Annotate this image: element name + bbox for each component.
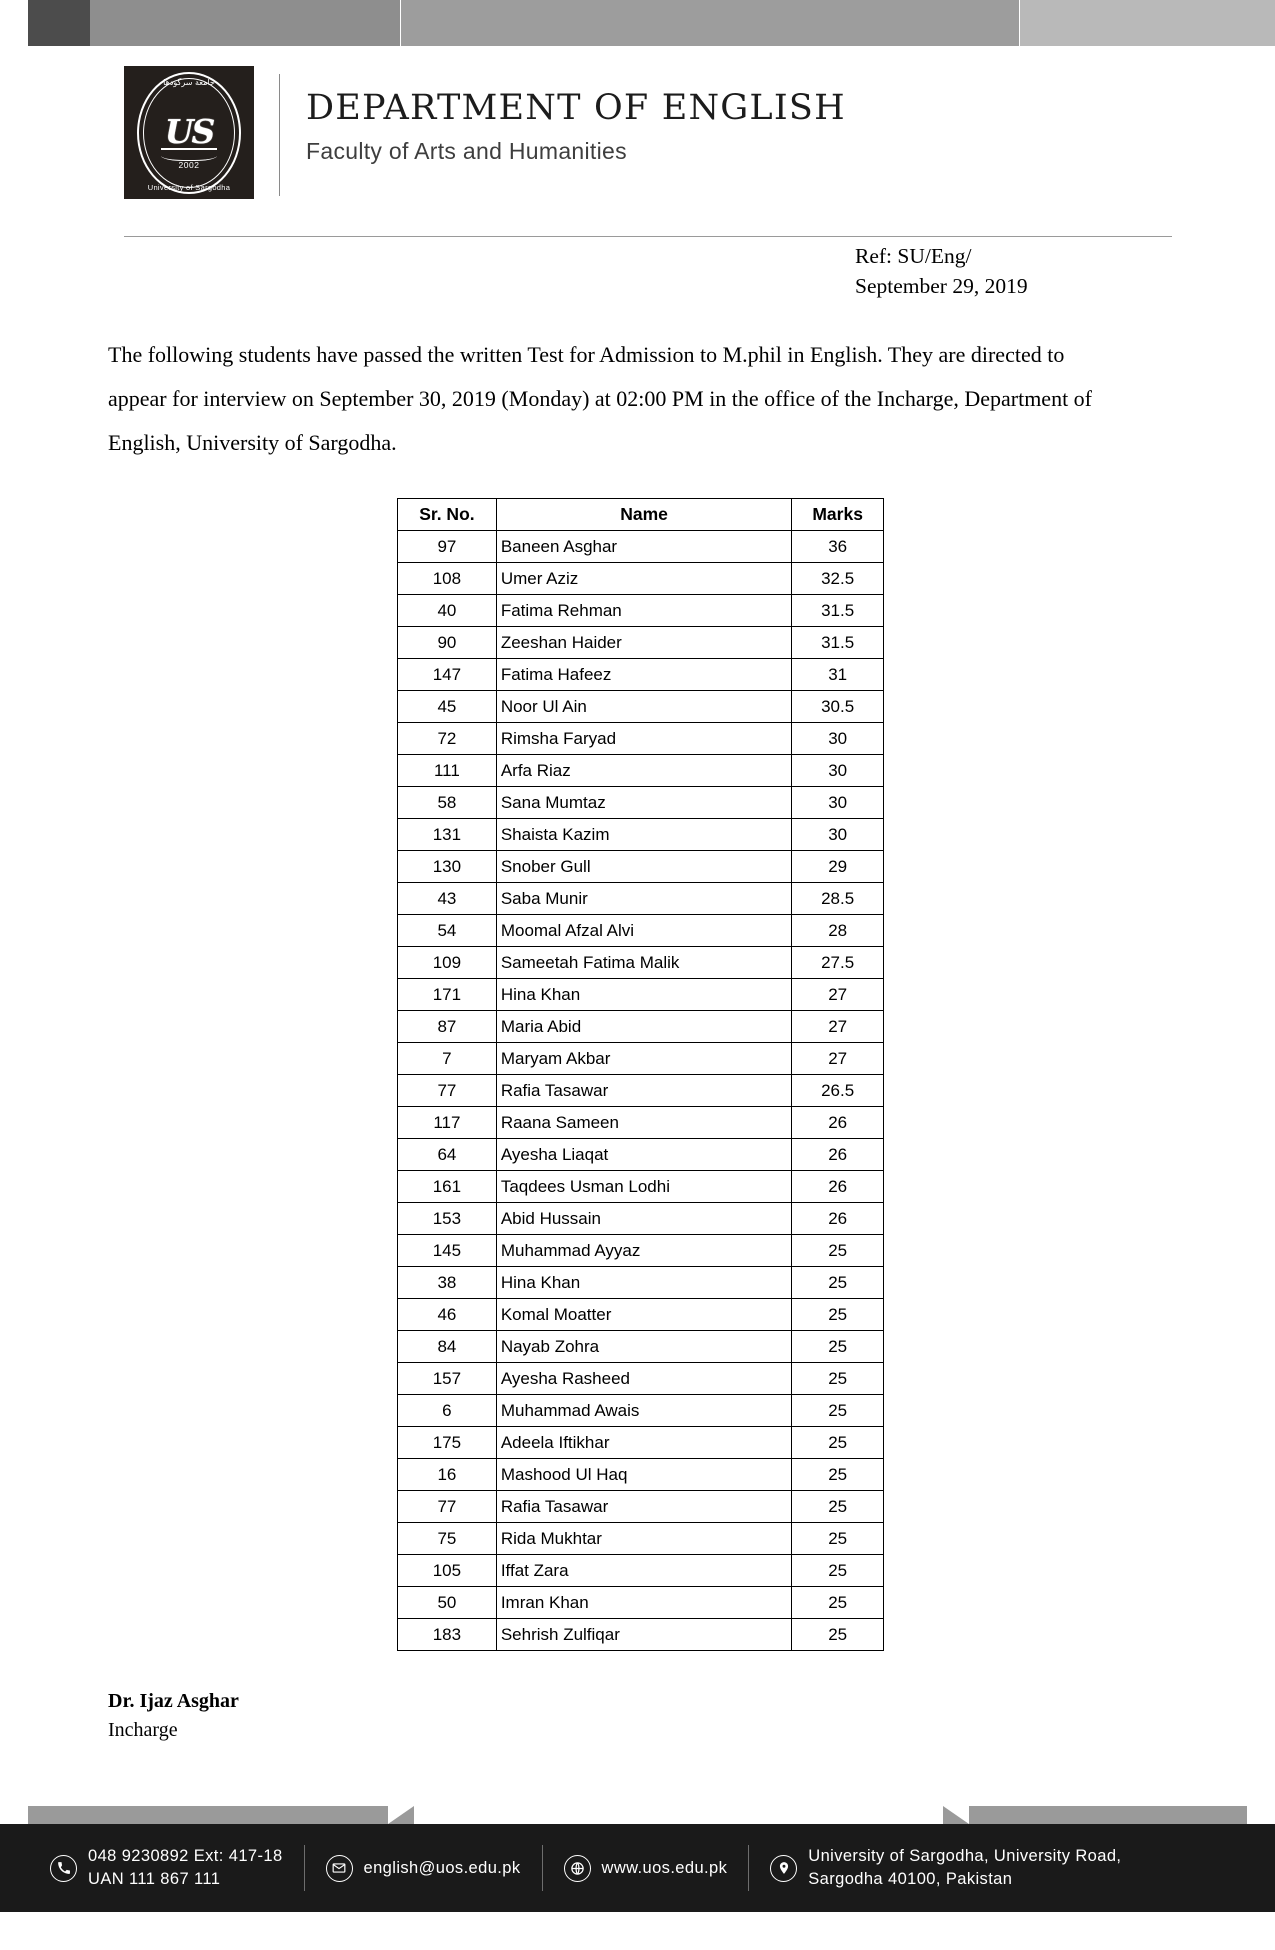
cell-sr-no: 117 bbox=[398, 1107, 497, 1139]
cell-sr-no: 38 bbox=[398, 1267, 497, 1299]
table-row bbox=[398, 1235, 884, 1267]
footer-accent-left bbox=[28, 1806, 388, 1824]
cell-name: Komal Moatter bbox=[496, 1299, 791, 1331]
footer-divider-3 bbox=[748, 1845, 749, 1891]
cell-name: Fatima Hafeez bbox=[496, 659, 791, 691]
cell-sr-no: 109 bbox=[398, 947, 497, 979]
cell-name: Fatima Rehman bbox=[496, 595, 791, 627]
cell-marks: 25 bbox=[792, 1363, 884, 1395]
logo-arabic-text: جامعة سرگودها bbox=[163, 78, 215, 87]
footer-phone-line1: 048 9230892 Ext: 417-18 bbox=[88, 1847, 283, 1866]
cell-marks: 25 bbox=[792, 1619, 884, 1651]
header-title-group bbox=[306, 66, 846, 165]
table-row bbox=[398, 979, 884, 1011]
footer-address-item bbox=[770, 1845, 1121, 1891]
cell-name: Arfa Riaz bbox=[496, 755, 791, 787]
cell-marks: 31.5 bbox=[792, 627, 884, 659]
cell-marks: 31 bbox=[792, 659, 884, 691]
cell-marks: 25 bbox=[792, 1235, 884, 1267]
notice-paragraph: The following students have passed the written Test for Admission to M.phil in English. They are directed to appear for interview on September 30, 2019 (Monday) at 02:00 PM in the office of the Incharge, Department of English, University of Sargodha. bbox=[108, 342, 1093, 455]
cell-sr-no: 58 bbox=[398, 787, 497, 819]
cell-sr-no: 43 bbox=[398, 883, 497, 915]
cell-name: Muhammad Awais bbox=[496, 1395, 791, 1427]
cell-sr-no: 157 bbox=[398, 1363, 497, 1395]
cell-sr-no: 145 bbox=[398, 1235, 497, 1267]
logo-year: 2002 bbox=[178, 160, 200, 170]
cell-sr-no: 77 bbox=[398, 1491, 497, 1523]
reference-block bbox=[855, 242, 1028, 301]
envelope-icon bbox=[326, 1855, 353, 1882]
cell-sr-no: 40 bbox=[398, 595, 497, 627]
footer-email-item bbox=[326, 1855, 521, 1882]
cell-name: Maryam Akbar bbox=[496, 1043, 791, 1075]
cell-sr-no: 131 bbox=[398, 819, 497, 851]
footer-phone-line2: UAN 111 867 111 bbox=[88, 1870, 221, 1888]
table-row bbox=[398, 915, 884, 947]
footer-divider-1 bbox=[304, 1845, 305, 1891]
top-bar-segment-4 bbox=[401, 0, 1019, 46]
cell-name: Adeela Iftikhar bbox=[496, 1427, 791, 1459]
cell-sr-no: 7 bbox=[398, 1043, 497, 1075]
cell-name: Mashood Ul Haq bbox=[496, 1459, 791, 1491]
cell-sr-no: 75 bbox=[398, 1523, 497, 1555]
logo-ring-text: University of Sargodha bbox=[147, 183, 231, 192]
table-row bbox=[398, 1171, 884, 1203]
footer-address-line2: Sargodha 40100, Pakistan bbox=[808, 1870, 1013, 1888]
footer-divider-2 bbox=[542, 1845, 543, 1891]
table-row bbox=[398, 1459, 884, 1491]
cell-name: Hina Khan bbox=[496, 979, 791, 1011]
cell-sr-no: 175 bbox=[398, 1427, 497, 1459]
cell-marks: 32.5 bbox=[792, 563, 884, 595]
signatory-name: Dr. Ijaz Asghar bbox=[108, 1690, 239, 1712]
cell-marks: 25 bbox=[792, 1523, 884, 1555]
cell-name: Rimsha Faryad bbox=[496, 723, 791, 755]
table-row bbox=[398, 595, 884, 627]
table-row bbox=[398, 1619, 884, 1651]
cell-sr-no: 77 bbox=[398, 1075, 497, 1107]
table-row bbox=[398, 1331, 884, 1363]
column-header-name: Name bbox=[496, 499, 791, 531]
cell-marks: 30 bbox=[792, 819, 884, 851]
table-row bbox=[398, 1267, 884, 1299]
cell-marks: 27.5 bbox=[792, 947, 884, 979]
footer-accent-right bbox=[969, 1806, 1247, 1824]
cell-sr-no: 130 bbox=[398, 851, 497, 883]
top-bar-segment-3 bbox=[90, 0, 400, 46]
cell-name: Nayab Zohra bbox=[496, 1331, 791, 1363]
cell-marks: 25 bbox=[792, 1395, 884, 1427]
table-row bbox=[398, 627, 884, 659]
logo-monogram: US bbox=[164, 111, 214, 151]
cell-sr-no: 105 bbox=[398, 1555, 497, 1587]
cell-name: Raana Sameen bbox=[496, 1107, 791, 1139]
cell-name: Imran Khan bbox=[496, 1587, 791, 1619]
cell-marks: 25 bbox=[792, 1299, 884, 1331]
cell-sr-no: 90 bbox=[398, 627, 497, 659]
cell-marks: 30 bbox=[792, 755, 884, 787]
cell-sr-no: 84 bbox=[398, 1331, 497, 1363]
cell-marks: 26 bbox=[792, 1107, 884, 1139]
table-row bbox=[398, 723, 884, 755]
table-row bbox=[398, 1491, 884, 1523]
cell-sr-no: 108 bbox=[398, 563, 497, 595]
footer-email-text[interactable]: english@uos.edu.pk bbox=[363, 1858, 521, 1877]
cell-name: Iffat Zara bbox=[496, 1555, 791, 1587]
table-row bbox=[398, 947, 884, 979]
cell-marks: 26.5 bbox=[792, 1075, 884, 1107]
table-row bbox=[398, 531, 884, 563]
cell-name: Zeeshan Haider bbox=[496, 627, 791, 659]
department-title: DEPARTMENT OF ENGLISH bbox=[306, 88, 846, 128]
cell-sr-no: 6 bbox=[398, 1395, 497, 1427]
cell-sr-no: 46 bbox=[398, 1299, 497, 1331]
cell-marks: 25 bbox=[792, 1427, 884, 1459]
table-row bbox=[398, 1555, 884, 1587]
cell-name: Noor Ul Ain bbox=[496, 691, 791, 723]
cell-marks: 30.5 bbox=[792, 691, 884, 723]
cell-marks: 25 bbox=[792, 1331, 884, 1363]
cell-name: Baneen Asghar bbox=[496, 531, 791, 563]
cell-marks: 27 bbox=[792, 1043, 884, 1075]
cell-name: Hina Khan bbox=[496, 1267, 791, 1299]
cell-name: Moomal Afzal Alvi bbox=[496, 915, 791, 947]
footer-contact-group bbox=[0, 1824, 1275, 1912]
cell-marks: 27 bbox=[792, 979, 884, 1011]
top-bar-segment-2 bbox=[28, 0, 90, 46]
cell-sr-no: 111 bbox=[398, 755, 497, 787]
university-logo bbox=[124, 66, 254, 199]
table-row bbox=[398, 1203, 884, 1235]
location-pin-icon bbox=[770, 1855, 797, 1882]
cell-sr-no: 171 bbox=[398, 979, 497, 1011]
footer-address-text bbox=[808, 1845, 1121, 1891]
table-row bbox=[398, 691, 884, 723]
cell-sr-no: 183 bbox=[398, 1619, 497, 1651]
table-row bbox=[398, 659, 884, 691]
cell-marks: 25 bbox=[792, 1459, 884, 1491]
cell-sr-no: 72 bbox=[398, 723, 497, 755]
cell-name: Maria Abid bbox=[496, 1011, 791, 1043]
table-row bbox=[398, 1523, 884, 1555]
table-row bbox=[398, 819, 884, 851]
cell-marks: 36 bbox=[792, 531, 884, 563]
cell-marks: 28 bbox=[792, 915, 884, 947]
cell-name: Shaista Kazim bbox=[496, 819, 791, 851]
phone-icon bbox=[50, 1855, 77, 1882]
globe-icon bbox=[564, 1855, 591, 1882]
signature-block bbox=[108, 1687, 239, 1745]
cell-name: Saba Munir bbox=[496, 883, 791, 915]
results-table bbox=[397, 498, 884, 1651]
cell-marks: 30 bbox=[792, 787, 884, 819]
cell-sr-no: 45 bbox=[398, 691, 497, 723]
cell-name: Sehrish Zulfiqar bbox=[496, 1619, 791, 1651]
cell-sr-no: 87 bbox=[398, 1011, 497, 1043]
cell-marks: 25 bbox=[792, 1587, 884, 1619]
footer-address-line1: University of Sargodha, University Road, bbox=[808, 1847, 1122, 1866]
table-row bbox=[398, 1587, 884, 1619]
table-row bbox=[398, 787, 884, 819]
cell-name: Snober Gull bbox=[496, 851, 791, 883]
table-row bbox=[398, 851, 884, 883]
cell-name: Rafia Tasawar bbox=[496, 1075, 791, 1107]
cell-name: Rida Mukhtar bbox=[496, 1523, 791, 1555]
header-vertical-divider bbox=[279, 74, 280, 196]
letterhead-header bbox=[124, 66, 846, 199]
cell-marks: 27 bbox=[792, 1011, 884, 1043]
cell-marks: 26 bbox=[792, 1171, 884, 1203]
footer-phone-item bbox=[50, 1845, 283, 1891]
column-header-marks: Marks bbox=[792, 499, 884, 531]
table-row bbox=[398, 563, 884, 595]
column-header-sr-no: Sr. No. bbox=[398, 499, 497, 531]
reference-number: Ref: SU/Eng/ bbox=[855, 244, 972, 268]
table-row bbox=[398, 1011, 884, 1043]
cell-sr-no: 161 bbox=[398, 1171, 497, 1203]
table-row bbox=[398, 1139, 884, 1171]
cell-marks: 25 bbox=[792, 1267, 884, 1299]
cell-name: Abid Hussain bbox=[496, 1203, 791, 1235]
cell-name: Ayesha Rasheed bbox=[496, 1363, 791, 1395]
letter-date: September 29, 2019 bbox=[855, 273, 1028, 298]
cell-name: Muhammad Ayyaz bbox=[496, 1235, 791, 1267]
cell-marks: 29 bbox=[792, 851, 884, 883]
cell-name: Ayesha Liaqat bbox=[496, 1139, 791, 1171]
cell-sr-no: 16 bbox=[398, 1459, 497, 1491]
cell-marks: 26 bbox=[792, 1203, 884, 1235]
cell-sr-no: 97 bbox=[398, 531, 497, 563]
table-row bbox=[398, 1043, 884, 1075]
cell-marks: 26 bbox=[792, 1139, 884, 1171]
faculty-subtitle: Faculty of Arts and Humanities bbox=[306, 138, 627, 165]
cell-sr-no: 54 bbox=[398, 915, 497, 947]
cell-marks: 25 bbox=[792, 1491, 884, 1523]
top-bar-segment-1 bbox=[0, 0, 28, 46]
cell-sr-no: 50 bbox=[398, 1587, 497, 1619]
table-row bbox=[398, 1107, 884, 1139]
cell-marks: 28.5 bbox=[792, 883, 884, 915]
cell-name: Rafia Tasawar bbox=[496, 1491, 791, 1523]
table-row bbox=[398, 1427, 884, 1459]
cell-name: Sana Mumtaz bbox=[496, 787, 791, 819]
cell-marks: 30 bbox=[792, 723, 884, 755]
footer-website-item bbox=[564, 1855, 728, 1882]
table-row bbox=[398, 883, 884, 915]
cell-marks: 25 bbox=[792, 1555, 884, 1587]
table-row bbox=[398, 1299, 884, 1331]
header-horizontal-rule bbox=[124, 236, 1172, 237]
table-row bbox=[398, 1075, 884, 1107]
signatory-designation: Incharge bbox=[108, 1719, 178, 1741]
top-bar-segment-5 bbox=[1020, 0, 1275, 46]
table-row bbox=[398, 1363, 884, 1395]
top-decorative-bar bbox=[0, 0, 1275, 46]
cell-sr-no: 64 bbox=[398, 1139, 497, 1171]
table-header-row bbox=[398, 499, 884, 531]
footer-bottom-margin bbox=[0, 1912, 1275, 1950]
table-row bbox=[398, 1395, 884, 1427]
cell-sr-no: 147 bbox=[398, 659, 497, 691]
table-row bbox=[398, 755, 884, 787]
footer-phone-text bbox=[88, 1845, 283, 1891]
results-table-body bbox=[398, 531, 884, 1651]
cell-name: Sameetah Fatima Malik bbox=[496, 947, 791, 979]
cell-sr-no: 153 bbox=[398, 1203, 497, 1235]
cell-name: Umer Aziz bbox=[496, 563, 791, 595]
footer-website-text[interactable]: www.uos.edu.pk bbox=[601, 1858, 728, 1877]
cell-name: Taqdees Usman Lodhi bbox=[496, 1171, 791, 1203]
cell-marks: 31.5 bbox=[792, 595, 884, 627]
